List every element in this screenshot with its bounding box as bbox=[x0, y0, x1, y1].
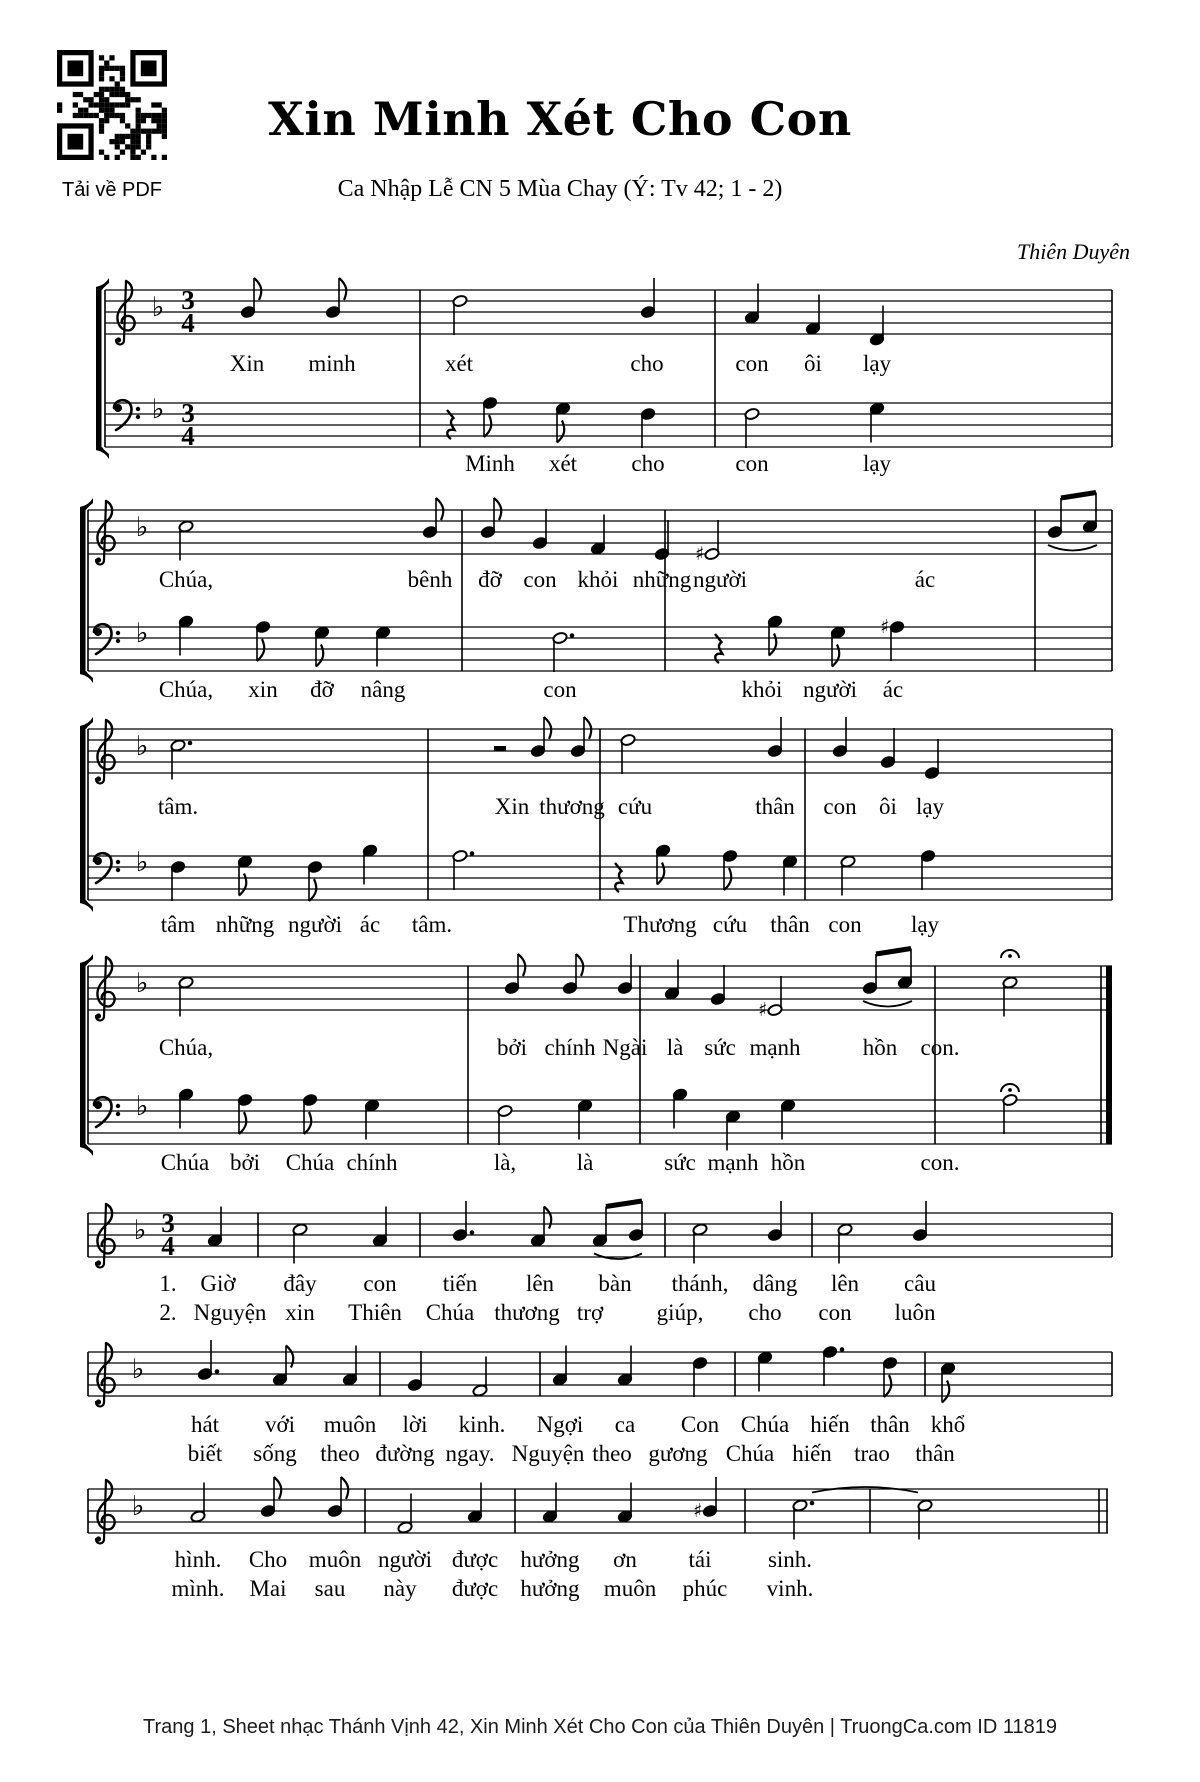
lyric-word: Nguyện bbox=[193, 1300, 267, 1325]
lyric-word: ác bbox=[914, 567, 936, 592]
note bbox=[628, 1201, 644, 1242]
lyric-word: cứu bbox=[617, 794, 653, 819]
lyric-word: muôn bbox=[308, 1547, 362, 1572]
lyric-word: luôn bbox=[894, 1300, 936, 1325]
note bbox=[920, 849, 936, 890]
final-barline bbox=[1106, 966, 1112, 1144]
note bbox=[480, 498, 501, 539]
lyric-word: là bbox=[666, 1035, 684, 1060]
lyric-word: con. bbox=[920, 1035, 960, 1060]
lyric-word: Ngợi bbox=[536, 1412, 584, 1437]
lyric-word: câu bbox=[904, 1271, 936, 1296]
system-bracket bbox=[80, 507, 86, 674]
subtitle: Ca Nhập Lễ CN 5 Mùa Chay (Ý: Tv 42; 1 - 2) bbox=[337, 176, 783, 202]
time-signature-top: 3 bbox=[161, 1208, 175, 1238]
beam bbox=[1061, 493, 1096, 499]
lyric-word: ôi bbox=[804, 351, 822, 376]
note bbox=[260, 1477, 281, 1518]
note bbox=[530, 717, 551, 758]
time-signature-bottom: 4 bbox=[181, 308, 195, 338]
lyric-word: thân bbox=[915, 1441, 955, 1466]
lyric-word: Chúa bbox=[725, 1441, 775, 1466]
lyric-word: khổ bbox=[930, 1412, 966, 1437]
lyric-word: ngay. bbox=[445, 1441, 495, 1466]
lyric-word: con bbox=[363, 1271, 397, 1296]
lyric-word: ôi bbox=[879, 794, 897, 819]
flat-sign: ♭ bbox=[131, 1354, 145, 1385]
lyric-word: người bbox=[287, 912, 343, 937]
slur bbox=[594, 1254, 642, 1260]
lyric-word: người bbox=[692, 567, 748, 592]
lyric-word: hát bbox=[190, 1412, 220, 1437]
note bbox=[832, 717, 848, 758]
lyric-word: Thiên bbox=[348, 1300, 402, 1325]
lyric-word: mạnh bbox=[707, 1150, 759, 1175]
lyric-word: bàn bbox=[598, 1271, 632, 1296]
lyric-word: tâm bbox=[160, 912, 196, 937]
lyric-word: minh bbox=[308, 351, 356, 376]
time-signature-top: 3 bbox=[181, 285, 195, 315]
note bbox=[897, 949, 913, 990]
note bbox=[422, 498, 443, 539]
flat-sign: ♭ bbox=[135, 847, 149, 878]
note bbox=[327, 1477, 348, 1518]
slur bbox=[1048, 545, 1097, 551]
note bbox=[620, 733, 636, 774]
note bbox=[302, 1093, 318, 1134]
beam bbox=[876, 949, 911, 955]
qr-download-label[interactable]: Tải về PDF bbox=[61, 179, 163, 201]
lyric-word: lạy bbox=[862, 351, 892, 376]
sharp-sign: ♯ bbox=[695, 543, 705, 565]
lyric-word: con bbox=[735, 351, 769, 376]
note bbox=[552, 631, 574, 672]
lyric-word: khỏi bbox=[741, 677, 783, 702]
lyric-word: đây bbox=[283, 1271, 317, 1296]
lyric-word: dâng bbox=[752, 1271, 798, 1296]
lyric-word: xét bbox=[548, 451, 578, 476]
note bbox=[452, 849, 474, 890]
time-signature-bottom: 4 bbox=[181, 421, 195, 451]
lyric-word: cho bbox=[631, 451, 665, 476]
lyric-word: sinh. bbox=[767, 1547, 813, 1572]
lyric-word: con bbox=[735, 451, 769, 476]
note bbox=[862, 954, 878, 995]
note bbox=[1001, 950, 1019, 1017]
note bbox=[240, 278, 261, 319]
lyric-word: Minh bbox=[465, 451, 515, 476]
lyric-word: con. bbox=[920, 1150, 960, 1175]
sharp-sign: ♯ bbox=[758, 999, 768, 1021]
note bbox=[882, 1356, 898, 1397]
lyric-word: sức bbox=[664, 1150, 696, 1175]
note bbox=[307, 860, 323, 901]
flat-sign: ♭ bbox=[133, 1215, 147, 1246]
lyric-word: ca bbox=[614, 1412, 636, 1437]
note bbox=[532, 509, 548, 550]
lyric-word: Chúa bbox=[285, 1150, 335, 1175]
lyric-word: bênh bbox=[407, 567, 453, 592]
note bbox=[640, 278, 656, 319]
lyric-word: lên bbox=[525, 1271, 555, 1296]
lyric-word: Thương bbox=[623, 912, 697, 937]
lyric-word: Ngài bbox=[602, 1035, 648, 1060]
lyric-word: tái bbox=[688, 1547, 712, 1572]
note bbox=[912, 1201, 928, 1242]
lyric-word: lời bbox=[402, 1412, 428, 1437]
lyric-word: 2. bbox=[159, 1300, 177, 1325]
lyric-word: chính bbox=[544, 1035, 596, 1060]
lyric-word: Xin bbox=[494, 794, 530, 819]
note bbox=[1001, 1084, 1019, 1134]
lyric-word: Chúa bbox=[160, 1150, 210, 1175]
sharp-sign: ♯ bbox=[693, 1500, 703, 1522]
lyric-word: theo bbox=[592, 1441, 632, 1466]
lyric-word: những bbox=[215, 912, 275, 937]
note bbox=[692, 1356, 708, 1397]
flat-sign: ♭ bbox=[135, 968, 149, 999]
lyric-word: hiến bbox=[810, 1412, 850, 1437]
lyric-word: sức bbox=[704, 1035, 736, 1060]
lyric-word: vinh. bbox=[766, 1576, 814, 1601]
lyric-word: lạy bbox=[910, 912, 940, 937]
lyric-word: được bbox=[451, 1576, 499, 1601]
note bbox=[452, 294, 468, 335]
lyric-word: đỡ bbox=[478, 567, 502, 592]
footer-text: Trang 1, Sheet nhạc Thánh Vịnh 42, Xin Minh Xét Cho Con của Thiên Duyên | TruongCa.com ID 11819 bbox=[143, 1716, 1057, 1738]
lyric-word: ơn bbox=[613, 1547, 637, 1572]
lyric-word: là, bbox=[493, 1150, 517, 1175]
lyric-word: muôn bbox=[323, 1412, 377, 1437]
note bbox=[497, 1104, 513, 1145]
lyric-word: chính bbox=[346, 1150, 398, 1175]
lyric-word: Chúa, bbox=[158, 677, 214, 702]
note bbox=[880, 728, 896, 769]
lyric-word: con bbox=[828, 912, 862, 937]
lyric-word: khỏi bbox=[577, 567, 619, 592]
lyric-word: hiến bbox=[792, 1441, 832, 1466]
lyric-word: sau bbox=[314, 1576, 346, 1601]
lyric-word: mạnh bbox=[749, 1035, 801, 1060]
lyric-word: tiến bbox=[442, 1271, 478, 1296]
lyric-word: trao bbox=[854, 1441, 890, 1466]
lyric-word: con bbox=[818, 1300, 852, 1325]
lyric-word: hồn bbox=[862, 1035, 898, 1060]
lyric-word: muôn bbox=[603, 1576, 657, 1601]
note bbox=[197, 1340, 219, 1381]
lyric-word: hưởng bbox=[520, 1547, 580, 1572]
lyric-word: bởi bbox=[496, 1035, 528, 1060]
flat-sign: ♭ bbox=[135, 731, 149, 762]
beam bbox=[606, 1201, 642, 1207]
flat-sign: ♭ bbox=[151, 292, 165, 323]
note bbox=[767, 717, 783, 758]
lyric-word: con bbox=[543, 677, 577, 702]
flat-sign: ♭ bbox=[135, 1091, 149, 1122]
note bbox=[722, 849, 738, 890]
lyric-word: thương bbox=[494, 1300, 560, 1325]
lyric-word: thân bbox=[770, 912, 810, 937]
lyric-word: những bbox=[632, 567, 692, 592]
lyric-word: xét bbox=[444, 351, 474, 376]
flat-sign: ♭ bbox=[135, 512, 149, 543]
note bbox=[924, 739, 940, 780]
lyric-word: hồn bbox=[770, 1150, 806, 1175]
lyric-word: thánh, bbox=[671, 1271, 729, 1296]
flat-sign: ♭ bbox=[151, 394, 165, 425]
lyric-word: tâm. bbox=[411, 912, 453, 937]
lyric-word: Cho bbox=[248, 1547, 288, 1572]
note bbox=[255, 620, 271, 661]
note bbox=[562, 954, 583, 995]
lyric-word: người bbox=[377, 1547, 433, 1572]
lyric-word: sống bbox=[253, 1441, 297, 1466]
lyric-word: theo bbox=[320, 1441, 360, 1466]
lyric-word: Nguyện bbox=[511, 1441, 585, 1466]
lyric-word: Giờ bbox=[200, 1271, 236, 1296]
lyric-word: giúp, bbox=[656, 1300, 704, 1325]
note bbox=[1047, 498, 1063, 539]
lyric-word: Con bbox=[680, 1412, 720, 1437]
note bbox=[407, 1351, 423, 1392]
page-title: Xin Minh Xét Cho Con bbox=[268, 92, 852, 146]
lyric-word: Chúa bbox=[740, 1412, 790, 1437]
lyric-word: nâng bbox=[360, 677, 406, 702]
note bbox=[504, 954, 525, 995]
lyric-word: con bbox=[823, 794, 857, 819]
slur bbox=[812, 1487, 918, 1493]
note bbox=[822, 1345, 844, 1386]
note bbox=[482, 396, 498, 437]
note bbox=[640, 407, 656, 448]
lyric-word: tâm. bbox=[157, 794, 199, 819]
lyric-word: con bbox=[523, 567, 557, 592]
note bbox=[570, 717, 591, 758]
system-bracket bbox=[80, 963, 86, 1147]
note bbox=[767, 1201, 783, 1242]
lyric-word: thân bbox=[870, 1412, 910, 1437]
lyric-word: lạy bbox=[862, 451, 892, 476]
lyric-word: gương bbox=[648, 1441, 708, 1466]
lyric-word: Chúa, bbox=[158, 1035, 214, 1060]
note bbox=[237, 1093, 253, 1134]
lyric-word: phúc bbox=[682, 1576, 728, 1601]
time-signature-top: 3 bbox=[181, 398, 195, 428]
time-signature-bottom: 4 bbox=[161, 1231, 175, 1261]
lyric-word: được bbox=[451, 1547, 499, 1572]
note bbox=[325, 278, 346, 319]
note bbox=[710, 965, 726, 1006]
system-bracket bbox=[96, 287, 102, 450]
lyric-word: hình. bbox=[174, 1547, 222, 1572]
lyric-word: cho bbox=[630, 351, 664, 376]
lyric-word: Chúa bbox=[425, 1300, 475, 1325]
lyric-word: người bbox=[802, 677, 858, 702]
lyric-word: là bbox=[576, 1150, 594, 1175]
lyric-word: biết bbox=[187, 1441, 223, 1466]
lyric-word: cứu bbox=[712, 912, 748, 937]
lyric-word: 1. bbox=[159, 1271, 177, 1296]
lyric-word: Chúa, bbox=[158, 567, 214, 592]
lyric-word: kinh. bbox=[458, 1412, 506, 1437]
slur bbox=[863, 1001, 912, 1007]
lyric-word: hưởng bbox=[520, 1576, 580, 1601]
lyric-word: lên bbox=[830, 1271, 860, 1296]
lyric-word: thương bbox=[539, 794, 605, 819]
composer-credit: Thiên Duyên bbox=[1016, 239, 1130, 264]
flat-sign: ♭ bbox=[131, 1491, 145, 1522]
lyric-word: thân bbox=[755, 794, 795, 819]
lyric-word: này bbox=[383, 1576, 417, 1601]
half-rest bbox=[494, 746, 506, 751]
lyric-word: Mai bbox=[249, 1576, 287, 1601]
lyric-word: ác bbox=[359, 912, 381, 937]
note bbox=[744, 407, 760, 448]
note bbox=[170, 860, 186, 901]
lyric-word: cho bbox=[748, 1300, 782, 1325]
note bbox=[617, 954, 633, 995]
note bbox=[452, 1201, 474, 1242]
lyric-word: trợ bbox=[576, 1300, 604, 1325]
note bbox=[1082, 493, 1098, 534]
lyric-word: xin bbox=[285, 1300, 315, 1325]
staff-system bbox=[0, 238, 1200, 483]
lyric-word: bởi bbox=[229, 1150, 261, 1175]
note bbox=[654, 520, 670, 561]
sharp-sign: ♯ bbox=[880, 616, 890, 638]
lyric-word: ác bbox=[882, 677, 904, 702]
system-bracket bbox=[80, 726, 86, 903]
lyric-word: đỡ bbox=[310, 677, 334, 702]
flat-sign: ♭ bbox=[135, 618, 149, 649]
lyric-word: đường bbox=[375, 1441, 435, 1466]
lyric-word: xin bbox=[248, 677, 278, 702]
lyric-word: mình. bbox=[171, 1576, 225, 1601]
lyric-word: với bbox=[264, 1412, 296, 1437]
lyric-word: Xin bbox=[229, 351, 265, 376]
lyric-word: lạy bbox=[915, 794, 945, 819]
